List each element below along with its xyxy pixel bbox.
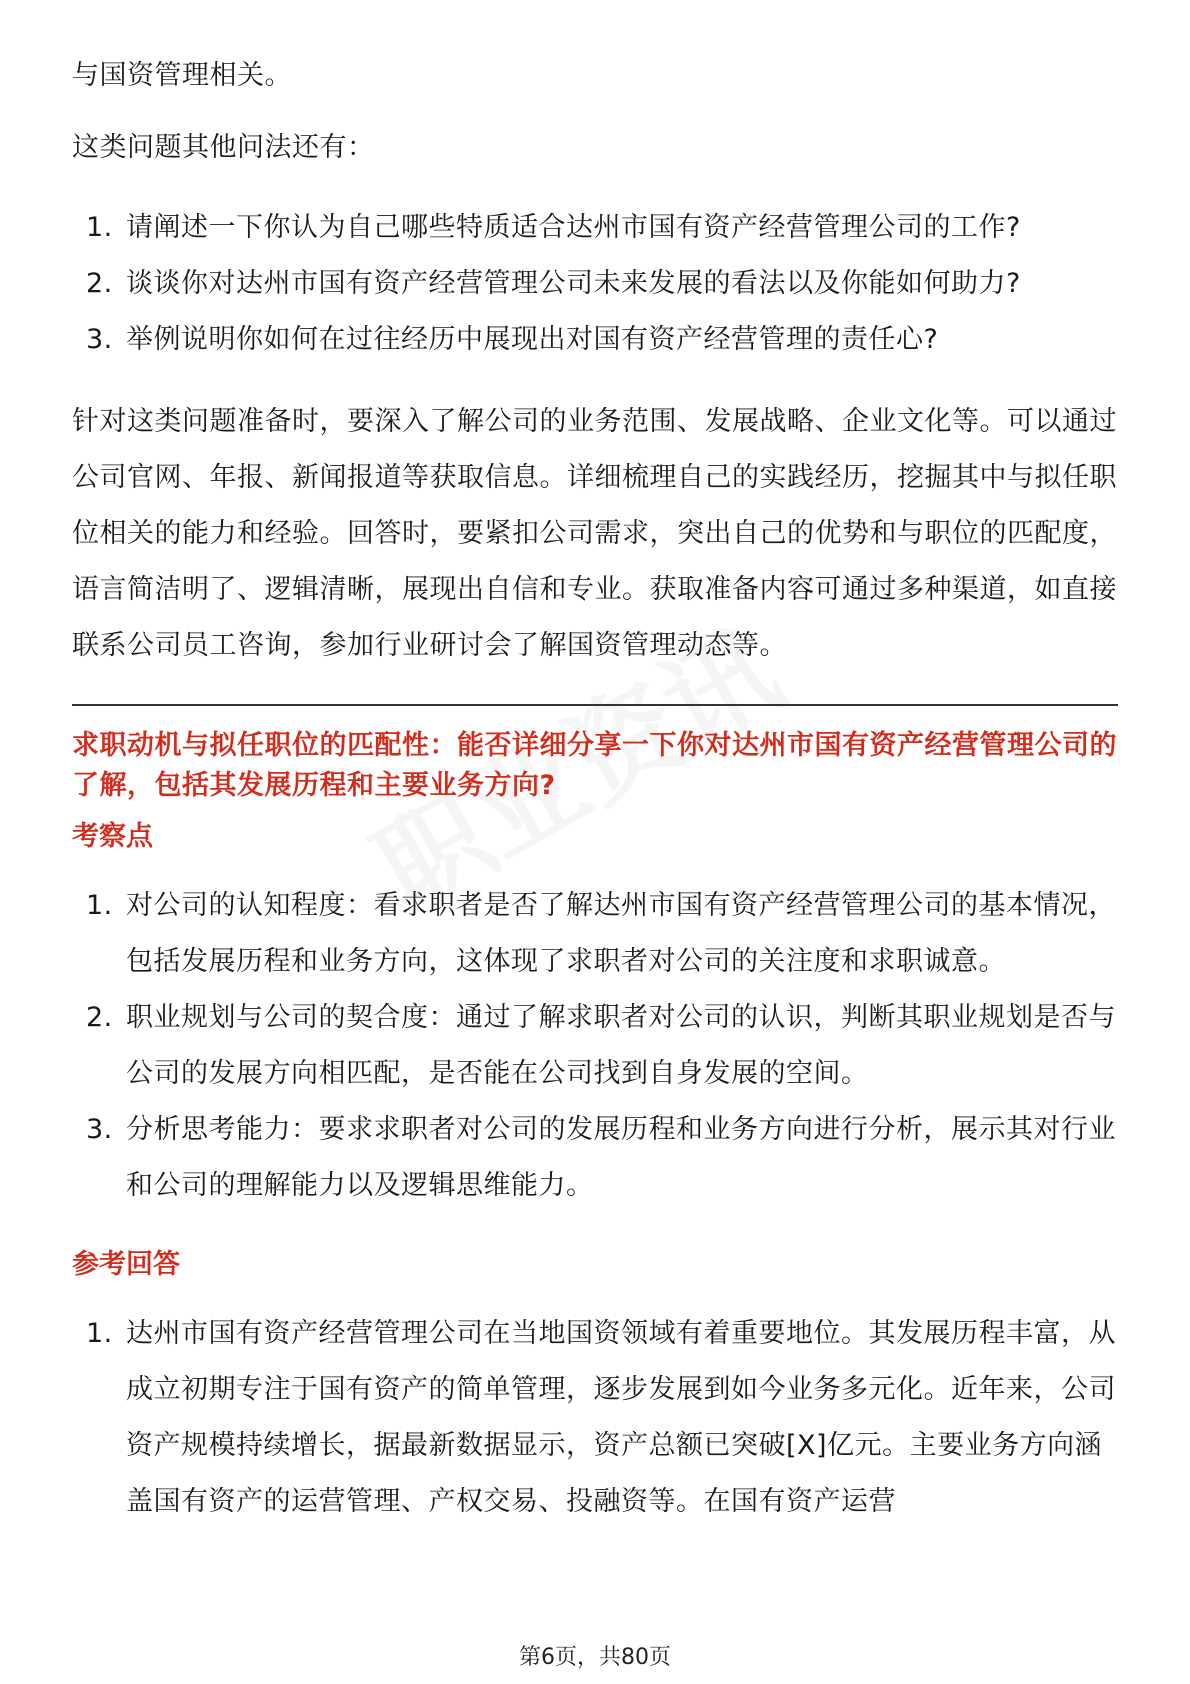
prep-paragraph: 针对这类问题准备时，要深入了解公司的业务范围、发展战略、企业文化等。可以通过公司官网、年报、新闻报道等获取信息。详细梳理自己的实践经历，挖掘其中与拟任职位相关的能力和经验。回答时，要紧扣公司需求，突出自己的优势和与职位的匹配度，语言简洁明了、逻辑清晰，展现出自信和专业。获取准备内容可通过多种渠道，如直接联系公司员工咨询，参加行业研讨会了解国资管理动态等。: [72, 406, 1117, 661]
list-item: 1. 对公司的认知程度：看求职者是否了解达州市国有资产经营管理公司的基本情况，包括发展历程和业务方向，这体现了求职者对公司的关注度和求职诚意。: [86, 890, 1116, 977]
list-item: 1. 达州市国有资产经营管理公司在当地国资领域有着重要地位。其发展历程丰富，从成立初期专注于国有资产的简单管理，逐步发展到如今业务多元化。近年来，公司资产规模持续增长，据最新数据显示，资产总额已突破[X]亿元。主要业务方向涵盖国有资产的运营管理、产权交易、投融资等。在国有资产运营: [86, 1318, 1116, 1517]
list-item: 2. 谈谈你对达州市国有资产经营管理公司未来发展的看法以及你能如何助力?: [86, 268, 1021, 299]
list-item: 1. 请阐述一下你认为自己哪些特质适合达州市国有资产经营管理公司的工作?: [86, 212, 1021, 243]
list-item: 2. 职业规划与公司的契合度：通过了解求职者对公司的认识，判断其职业规划是否与公司的发展方向相匹配，是否能在公司找到自身发展的空间。: [86, 1002, 1116, 1089]
continuation-text: 与国资管理相关。: [72, 60, 292, 91]
points-list: [72, 878, 1118, 1214]
list-item: 3. 举例说明你如何在过往经历中展现出对国有资产经营管理的责任心?: [86, 324, 939, 355]
alt-questions-list: [72, 200, 1118, 368]
list-item: 3. 分析思考能力：要求求职者对公司的发展历程和业务方向进行分析，展示其对行业和公司的理解能力以及逻辑思维能力。: [86, 1114, 1116, 1201]
page-footer: 第6页，共80页: [519, 1645, 671, 1670]
answers-list: [72, 1306, 1118, 1530]
other-ways-text: 这类问题其他问法还有：: [72, 132, 375, 163]
section-divider: [72, 704, 1118, 706]
answer-heading: 参考回答: [72, 1249, 180, 1280]
document-page: [72, 48, 1118, 1556]
question-title: 求职动机与拟任职位的匹配性：能否详细分享一下你对达州市国有资产经营管理公司的了解，包括其发展历程和主要业务方向?: [72, 730, 1117, 801]
points-heading: 考察点: [72, 821, 153, 852]
